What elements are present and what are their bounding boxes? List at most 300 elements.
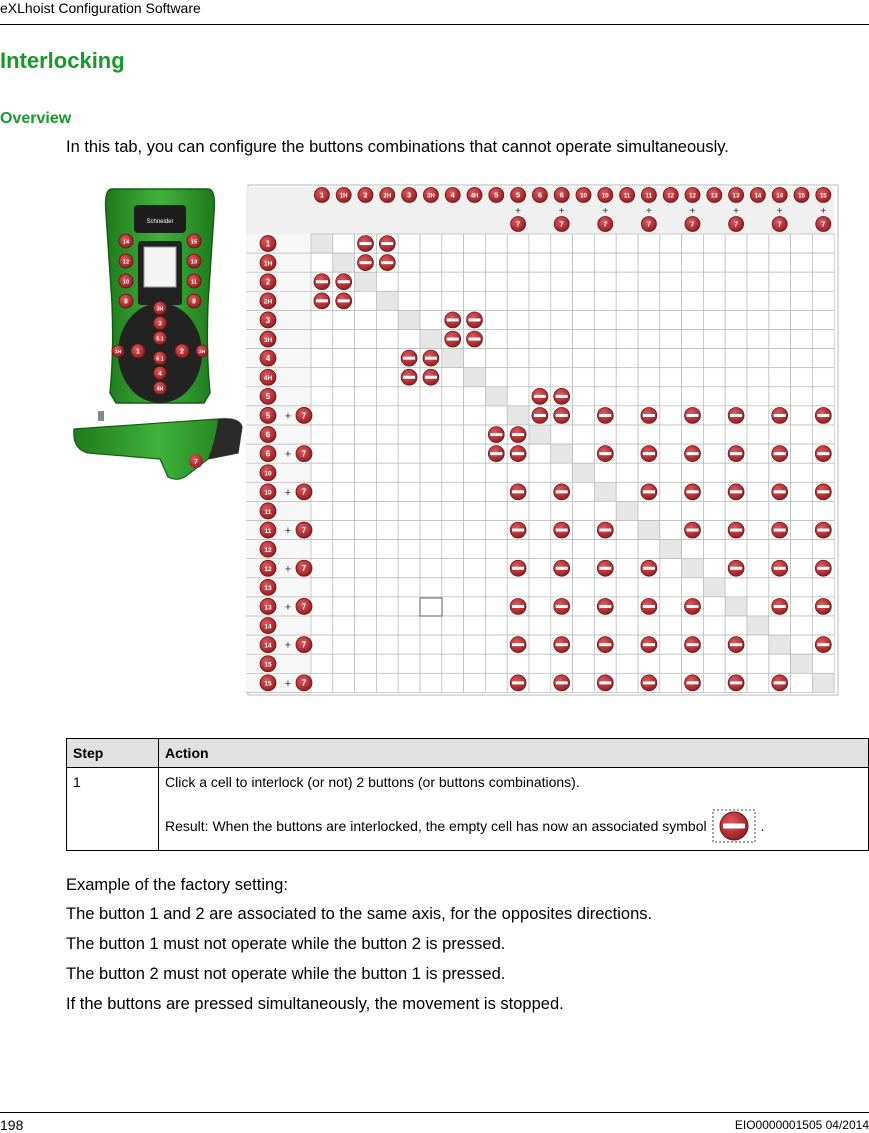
matrix-cell[interactable]	[682, 310, 704, 329]
matrix-cell[interactable]	[594, 463, 616, 482]
matrix-cell[interactable]	[791, 597, 813, 616]
matrix-cell[interactable]	[551, 463, 573, 482]
matrix-cell[interactable]	[376, 444, 398, 463]
matrix-cell[interactable]	[660, 673, 682, 692]
matrix-cell[interactable]	[660, 406, 682, 425]
matrix-cell[interactable]	[420, 387, 442, 406]
matrix-cell[interactable]	[703, 253, 725, 272]
matrix-cell[interactable]	[703, 616, 725, 635]
matrix-cell[interactable]	[442, 234, 464, 253]
matrix-cell[interactable]	[573, 578, 595, 597]
matrix-cell[interactable]	[485, 616, 507, 635]
matrix-cell[interactable]	[725, 387, 747, 406]
matrix-cell[interactable]	[616, 291, 638, 310]
matrix-cell[interactable]	[682, 291, 704, 310]
matrix-cell[interactable]	[703, 578, 725, 597]
matrix-cell[interactable]	[747, 501, 769, 520]
matrix-cell[interactable]	[551, 425, 573, 444]
matrix-cell[interactable]	[529, 272, 551, 291]
matrix-cell[interactable]	[791, 463, 813, 482]
matrix-cell[interactable]	[311, 559, 333, 578]
matrix-cell[interactable]	[333, 616, 355, 635]
matrix-cell[interactable]	[333, 501, 355, 520]
matrix-cell[interactable]	[464, 425, 486, 444]
matrix-cell[interactable]	[333, 425, 355, 444]
matrix-cell[interactable]	[376, 616, 398, 635]
matrix-cell[interactable]	[333, 559, 355, 578]
matrix-cell[interactable]	[747, 253, 769, 272]
matrix-cell[interactable]	[355, 330, 377, 349]
matrix-cell[interactable]	[311, 368, 333, 387]
matrix-cell[interactable]	[529, 444, 551, 463]
matrix-cell[interactable]	[333, 330, 355, 349]
matrix-cell[interactable]	[769, 425, 791, 444]
matrix-cell[interactable]	[769, 330, 791, 349]
matrix-cell[interactable]	[485, 330, 507, 349]
matrix-cell[interactable]	[682, 501, 704, 520]
matrix-cell[interactable]	[791, 291, 813, 310]
matrix-cell[interactable]	[485, 368, 507, 387]
matrix-cell[interactable]	[791, 406, 813, 425]
matrix-cell[interactable]	[311, 310, 333, 329]
matrix-cell[interactable]	[355, 635, 377, 654]
matrix-cell[interactable]	[376, 578, 398, 597]
matrix-cell[interactable]	[594, 482, 616, 501]
matrix-cell[interactable]	[594, 368, 616, 387]
matrix-cell[interactable]	[616, 521, 638, 540]
matrix-cell[interactable]	[660, 272, 682, 291]
matrix-cell[interactable]	[747, 234, 769, 253]
matrix-cell[interactable]	[464, 272, 486, 291]
matrix-cell[interactable]	[398, 234, 420, 253]
matrix-cell[interactable]	[507, 368, 529, 387]
matrix-cell[interactable]	[485, 272, 507, 291]
matrix-cell[interactable]	[420, 425, 442, 444]
matrix-cell[interactable]	[442, 425, 464, 444]
matrix-cell[interactable]	[573, 330, 595, 349]
matrix-cell[interactable]	[333, 482, 355, 501]
matrix-cell[interactable]	[812, 253, 834, 272]
matrix-cell[interactable]	[464, 349, 486, 368]
matrix-cell[interactable]	[333, 310, 355, 329]
matrix-cell[interactable]	[573, 673, 595, 692]
matrix-cell[interactable]	[594, 387, 616, 406]
matrix-cell[interactable]	[485, 482, 507, 501]
matrix-cell[interactable]	[355, 368, 377, 387]
matrix-cell[interactable]	[660, 234, 682, 253]
matrix-cell[interactable]	[594, 349, 616, 368]
matrix-cell[interactable]	[573, 559, 595, 578]
matrix-cell[interactable]	[464, 635, 486, 654]
matrix-cell[interactable]	[355, 349, 377, 368]
matrix-cell[interactable]	[485, 234, 507, 253]
matrix-cell[interactable]	[594, 272, 616, 291]
matrix-cell[interactable]	[529, 654, 551, 673]
matrix-cell[interactable]	[355, 578, 377, 597]
matrix-cell[interactable]	[638, 463, 660, 482]
matrix-cell[interactable]	[398, 616, 420, 635]
matrix-cell[interactable]	[355, 559, 377, 578]
matrix-cell[interactable]	[791, 272, 813, 291]
matrix-cell[interactable]	[791, 654, 813, 673]
matrix-cell[interactable]	[573, 387, 595, 406]
matrix-cell[interactable]	[812, 310, 834, 329]
matrix-cell[interactable]	[769, 501, 791, 520]
matrix-cell[interactable]	[638, 234, 660, 253]
matrix-cell[interactable]	[507, 253, 529, 272]
matrix-cell[interactable]	[616, 444, 638, 463]
matrix-cell[interactable]	[703, 349, 725, 368]
matrix-cell[interactable]	[812, 234, 834, 253]
matrix-cell[interactable]	[747, 368, 769, 387]
matrix-cell[interactable]	[747, 310, 769, 329]
matrix-cell[interactable]	[703, 444, 725, 463]
matrix-cell[interactable]	[682, 234, 704, 253]
matrix-cell[interactable]	[638, 540, 660, 559]
matrix-cell[interactable]	[333, 444, 355, 463]
matrix-cell[interactable]	[442, 597, 464, 616]
matrix-cell[interactable]	[791, 616, 813, 635]
matrix-cell[interactable]	[529, 425, 551, 444]
matrix-cell[interactable]	[485, 578, 507, 597]
matrix-cell[interactable]	[529, 482, 551, 501]
matrix-cell[interactable]	[333, 540, 355, 559]
matrix-cell[interactable]	[703, 559, 725, 578]
matrix-cell[interactable]	[660, 540, 682, 559]
matrix-cell[interactable]	[485, 349, 507, 368]
matrix-cell[interactable]	[376, 330, 398, 349]
matrix-cell[interactable]	[703, 310, 725, 329]
matrix-cell[interactable]	[747, 559, 769, 578]
matrix-cell[interactable]	[376, 291, 398, 310]
matrix-cell[interactable]	[311, 501, 333, 520]
matrix-cell[interactable]	[616, 616, 638, 635]
matrix-cell[interactable]	[616, 578, 638, 597]
matrix-cell[interactable]	[507, 616, 529, 635]
matrix-cell[interactable]	[791, 253, 813, 272]
matrix-cell[interactable]	[464, 673, 486, 692]
matrix-cell[interactable]	[507, 291, 529, 310]
matrix-cell[interactable]	[660, 521, 682, 540]
matrix-cell[interactable]	[507, 387, 529, 406]
matrix-cell[interactable]	[682, 578, 704, 597]
matrix-cell[interactable]	[398, 559, 420, 578]
matrix-cell[interactable]	[769, 387, 791, 406]
matrix-cell[interactable]	[485, 654, 507, 673]
matrix-cell[interactable]	[464, 234, 486, 253]
matrix-cell[interactable]	[529, 234, 551, 253]
matrix-cell[interactable]	[791, 330, 813, 349]
matrix-cell[interactable]	[682, 330, 704, 349]
matrix-cell[interactable]	[333, 463, 355, 482]
matrix-cell[interactable]	[769, 310, 791, 329]
matrix-cell[interactable]	[703, 387, 725, 406]
matrix-cell[interactable]	[594, 330, 616, 349]
matrix-cell[interactable]	[616, 654, 638, 673]
matrix-cell[interactable]	[551, 291, 573, 310]
matrix-cell[interactable]	[376, 406, 398, 425]
matrix-cell[interactable]	[703, 521, 725, 540]
matrix-cell[interactable]	[573, 368, 595, 387]
matrix-cell[interactable]	[594, 578, 616, 597]
matrix-cell[interactable]	[464, 406, 486, 425]
matrix-cell[interactable]	[791, 559, 813, 578]
matrix-cell[interactable]	[529, 616, 551, 635]
matrix-cell[interactable]	[573, 234, 595, 253]
matrix-cell[interactable]	[442, 463, 464, 482]
matrix-cell[interactable]	[420, 330, 442, 349]
matrix-cell[interactable]	[638, 330, 660, 349]
matrix-cell[interactable]	[594, 291, 616, 310]
matrix-cell[interactable]	[682, 559, 704, 578]
matrix-cell[interactable]	[355, 291, 377, 310]
matrix-cell[interactable]	[791, 673, 813, 692]
matrix-cell[interactable]	[660, 501, 682, 520]
matrix-cell[interactable]	[420, 597, 442, 616]
matrix-cell[interactable]	[464, 253, 486, 272]
matrix-cell[interactable]	[791, 540, 813, 559]
matrix-cell[interactable]	[398, 597, 420, 616]
matrix-cell[interactable]	[551, 501, 573, 520]
matrix-cell[interactable]	[333, 406, 355, 425]
matrix-cell[interactable]	[485, 463, 507, 482]
matrix-cell[interactable]	[725, 597, 747, 616]
matrix-cell[interactable]	[464, 444, 486, 463]
matrix-cell[interactable]	[442, 291, 464, 310]
matrix-cell[interactable]	[616, 559, 638, 578]
matrix-cell[interactable]	[464, 540, 486, 559]
matrix-cell[interactable]	[682, 253, 704, 272]
matrix-cell[interactable]	[682, 616, 704, 635]
matrix-cell[interactable]	[311, 540, 333, 559]
matrix-cell[interactable]	[660, 463, 682, 482]
matrix-cell[interactable]	[355, 463, 377, 482]
matrix-cell[interactable]	[769, 234, 791, 253]
matrix-cell[interactable]	[529, 291, 551, 310]
matrix-cell[interactable]	[311, 425, 333, 444]
matrix-cell[interactable]	[791, 234, 813, 253]
matrix-cell[interactable]	[464, 597, 486, 616]
matrix-cell[interactable]	[616, 234, 638, 253]
matrix-cell[interactable]	[355, 616, 377, 635]
matrix-cell[interactable]	[529, 310, 551, 329]
matrix-cell[interactable]	[420, 521, 442, 540]
matrix-cell[interactable]	[333, 368, 355, 387]
matrix-cell[interactable]	[398, 291, 420, 310]
matrix-cell[interactable]	[464, 387, 486, 406]
matrix-cell[interactable]	[398, 463, 420, 482]
matrix-cell[interactable]	[573, 482, 595, 501]
matrix-cell[interactable]	[747, 387, 769, 406]
matrix-cell[interactable]	[420, 234, 442, 253]
matrix-cell[interactable]	[311, 444, 333, 463]
matrix-cell[interactable]	[747, 463, 769, 482]
matrix-cell[interactable]	[812, 463, 834, 482]
matrix-cell[interactable]	[660, 291, 682, 310]
matrix-cell[interactable]	[616, 272, 638, 291]
matrix-cell[interactable]	[442, 444, 464, 463]
matrix-cell[interactable]	[573, 425, 595, 444]
matrix-cell[interactable]	[573, 253, 595, 272]
matrix-cell[interactable]	[791, 368, 813, 387]
matrix-cell[interactable]	[747, 406, 769, 425]
matrix-cell[interactable]	[812, 616, 834, 635]
matrix-cell[interactable]	[551, 349, 573, 368]
matrix-cell[interactable]	[420, 616, 442, 635]
matrix-cell[interactable]	[485, 597, 507, 616]
matrix-cell[interactable]	[616, 253, 638, 272]
matrix-cell[interactable]	[398, 310, 420, 329]
matrix-cell[interactable]	[551, 444, 573, 463]
matrix-cell[interactable]	[485, 310, 507, 329]
matrix-cell[interactable]	[398, 253, 420, 272]
matrix-cell[interactable]	[376, 482, 398, 501]
matrix-cell[interactable]	[703, 540, 725, 559]
matrix-cell[interactable]	[333, 635, 355, 654]
matrix-cell[interactable]	[660, 616, 682, 635]
matrix-cell[interactable]	[507, 578, 529, 597]
matrix-cell[interactable]	[573, 521, 595, 540]
matrix-cell[interactable]	[812, 272, 834, 291]
matrix-cell[interactable]	[594, 501, 616, 520]
matrix-cell[interactable]	[703, 330, 725, 349]
matrix-cell[interactable]	[398, 444, 420, 463]
matrix-cell[interactable]	[529, 349, 551, 368]
matrix-cell[interactable]	[376, 349, 398, 368]
matrix-cell[interactable]	[747, 673, 769, 692]
matrix-cell[interactable]	[442, 387, 464, 406]
matrix-cell[interactable]	[420, 654, 442, 673]
matrix-cell[interactable]	[464, 616, 486, 635]
matrix-cell[interactable]	[355, 521, 377, 540]
matrix-cell[interactable]	[333, 521, 355, 540]
matrix-cell[interactable]	[442, 635, 464, 654]
matrix-cell[interactable]	[442, 501, 464, 520]
matrix-cell[interactable]	[355, 387, 377, 406]
matrix-cell[interactable]	[333, 387, 355, 406]
matrix-cell[interactable]	[616, 635, 638, 654]
matrix-cell[interactable]	[747, 349, 769, 368]
matrix-cell[interactable]	[355, 597, 377, 616]
matrix-cell[interactable]	[485, 406, 507, 425]
matrix-cell[interactable]	[551, 253, 573, 272]
matrix-cell[interactable]	[573, 635, 595, 654]
matrix-cell[interactable]	[333, 654, 355, 673]
matrix-cell[interactable]	[638, 578, 660, 597]
matrix-cell[interactable]	[398, 521, 420, 540]
matrix-cell[interactable]	[420, 540, 442, 559]
matrix-cell[interactable]	[725, 654, 747, 673]
matrix-cell[interactable]	[616, 540, 638, 559]
matrix-cell[interactable]	[376, 597, 398, 616]
matrix-cell[interactable]	[638, 521, 660, 540]
matrix-cell[interactable]	[769, 368, 791, 387]
matrix-cell[interactable]	[791, 578, 813, 597]
matrix-cell[interactable]	[616, 330, 638, 349]
matrix-cell[interactable]	[791, 387, 813, 406]
matrix-cell[interactable]	[703, 291, 725, 310]
matrix-cell[interactable]	[507, 654, 529, 673]
matrix-cell[interactable]	[638, 368, 660, 387]
matrix-cell[interactable]	[398, 501, 420, 520]
matrix-cell[interactable]	[442, 253, 464, 272]
matrix-cell[interactable]	[551, 310, 573, 329]
matrix-cell[interactable]	[442, 406, 464, 425]
matrix-cell[interactable]	[747, 654, 769, 673]
matrix-cell[interactable]	[573, 616, 595, 635]
matrix-cell[interactable]	[638, 425, 660, 444]
matrix-cell[interactable]	[725, 425, 747, 444]
matrix-cell[interactable]	[311, 234, 333, 253]
matrix-cell[interactable]	[311, 330, 333, 349]
matrix-cell[interactable]	[507, 406, 529, 425]
matrix-cell[interactable]	[791, 425, 813, 444]
matrix-cell[interactable]	[376, 673, 398, 692]
matrix-cell[interactable]	[464, 501, 486, 520]
matrix-cell[interactable]	[420, 444, 442, 463]
matrix-cell[interactable]	[311, 349, 333, 368]
matrix-cell[interactable]	[398, 540, 420, 559]
matrix-cell[interactable]	[485, 291, 507, 310]
matrix-cell[interactable]	[660, 253, 682, 272]
matrix-cell[interactable]	[594, 310, 616, 329]
matrix-cell[interactable]	[442, 540, 464, 559]
matrix-cell[interactable]	[725, 234, 747, 253]
matrix-cell[interactable]	[812, 578, 834, 597]
matrix-cell[interactable]	[725, 463, 747, 482]
matrix-cell[interactable]	[660, 310, 682, 329]
matrix-cell[interactable]	[725, 501, 747, 520]
matrix-cell[interactable]	[529, 368, 551, 387]
matrix-cell[interactable]	[594, 234, 616, 253]
matrix-cell[interactable]	[529, 578, 551, 597]
matrix-cell[interactable]	[420, 272, 442, 291]
matrix-cell[interactable]	[660, 578, 682, 597]
matrix-cell[interactable]	[660, 482, 682, 501]
matrix-cell[interactable]	[464, 559, 486, 578]
matrix-cell[interactable]	[573, 463, 595, 482]
matrix-cell[interactable]	[376, 521, 398, 540]
matrix-cell[interactable]	[769, 635, 791, 654]
matrix-cell[interactable]	[398, 673, 420, 692]
matrix-cell[interactable]	[551, 234, 573, 253]
matrix-cell[interactable]	[355, 272, 377, 291]
matrix-cell[interactable]	[682, 463, 704, 482]
matrix-cell[interactable]	[311, 654, 333, 673]
matrix-cell[interactable]	[573, 349, 595, 368]
matrix-cell[interactable]	[507, 330, 529, 349]
matrix-cell[interactable]	[311, 597, 333, 616]
matrix-cell[interactable]	[529, 597, 551, 616]
matrix-cell[interactable]	[703, 463, 725, 482]
matrix-cell[interactable]	[485, 253, 507, 272]
matrix-cell[interactable]	[376, 310, 398, 329]
matrix-cell[interactable]	[725, 578, 747, 597]
matrix-cell[interactable]	[747, 330, 769, 349]
matrix-cell[interactable]	[573, 540, 595, 559]
matrix-cell[interactable]	[616, 349, 638, 368]
matrix-cell[interactable]	[703, 234, 725, 253]
matrix-cell[interactable]	[573, 291, 595, 310]
matrix-cell[interactable]	[616, 310, 638, 329]
matrix-cell[interactable]	[638, 253, 660, 272]
matrix-cell[interactable]	[333, 673, 355, 692]
matrix-cell[interactable]	[573, 406, 595, 425]
matrix-cell[interactable]	[769, 540, 791, 559]
matrix-cell[interactable]	[355, 310, 377, 329]
matrix-cell[interactable]	[420, 406, 442, 425]
matrix-cell[interactable]	[660, 559, 682, 578]
